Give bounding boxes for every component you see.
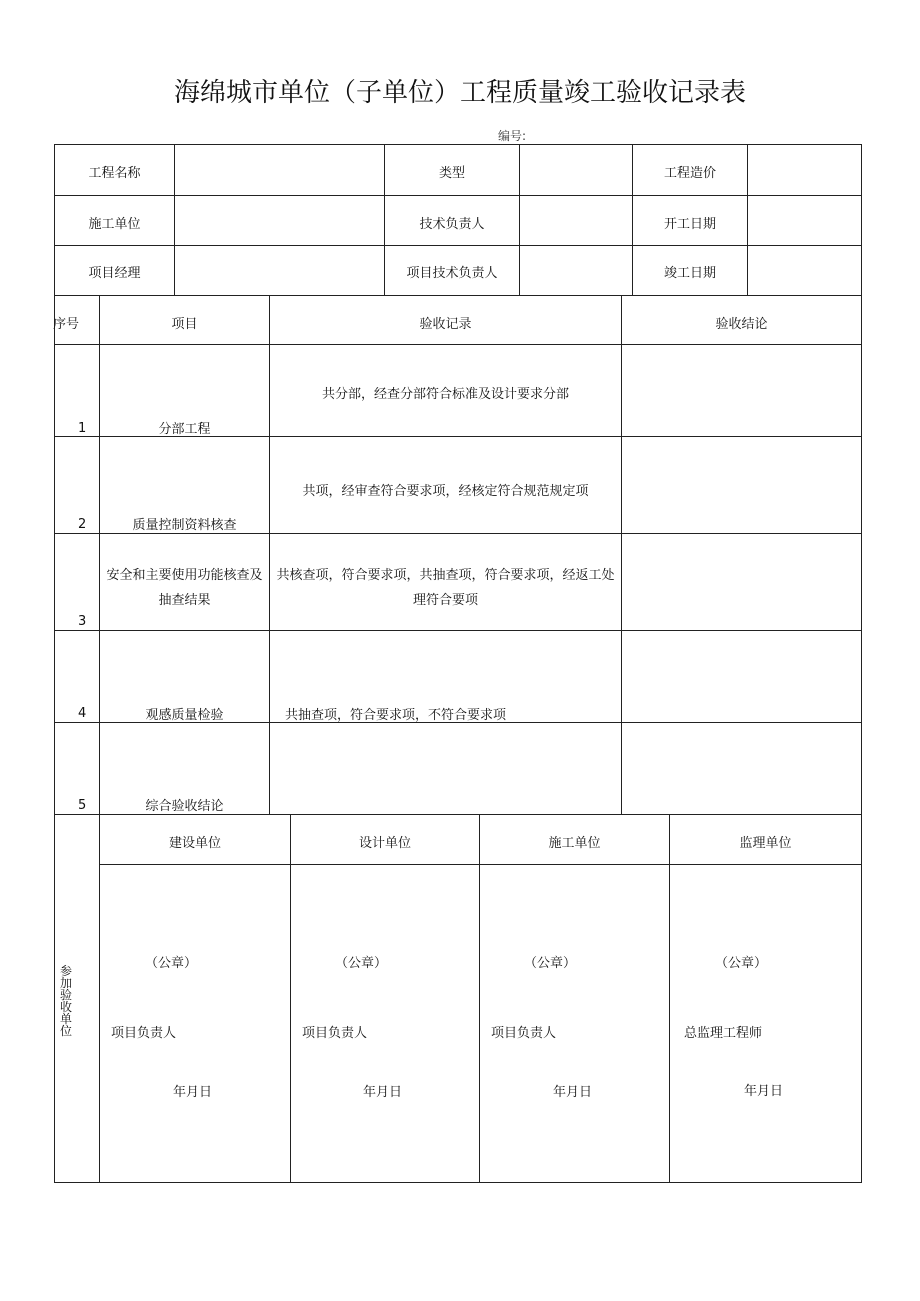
tech-lead-field[interactable] xyxy=(520,196,632,245)
row-3-record-line2: 理符合要项 xyxy=(412,593,478,608)
row-2-record: 共项，经审查符合要求项，经核定符合规范规定项 xyxy=(302,484,589,499)
end-date-field[interactable] xyxy=(748,246,861,295)
label-pm: 项目经理 xyxy=(88,266,141,281)
cost-field[interactable] xyxy=(748,145,861,195)
row-2-no: 2 xyxy=(78,517,87,532)
project-name-field[interactable] xyxy=(175,145,384,195)
page-title: 海绵城市单位（子单位）工程质量竣工验收记录表 xyxy=(173,78,746,108)
unit-2-date: 年月日 xyxy=(363,1085,403,1100)
label-cost: 工程造价 xyxy=(663,166,716,181)
unit-1-name: 建设单位 xyxy=(168,836,221,851)
side-label-char: 单 xyxy=(60,1012,73,1026)
row-1-item: 分部工程 xyxy=(158,422,211,437)
side-label-char: 收 xyxy=(60,1000,73,1014)
unit-4-date: 年月日 xyxy=(744,1084,784,1099)
row-5-no: 5 xyxy=(78,798,87,813)
side-label-char: 加 xyxy=(60,976,73,990)
unit-4-name: 监理单位 xyxy=(739,836,792,851)
column-header-conclusion: 验收结论 xyxy=(715,317,768,332)
project-tech-lead-field[interactable] xyxy=(520,246,632,295)
unit-3-date: 年月日 xyxy=(553,1085,593,1100)
label-project-name: 工程名称 xyxy=(88,166,141,181)
row-1-record: 共分部，经查分部符合标准及设计要求分部 xyxy=(321,387,569,402)
start-date-field[interactable] xyxy=(748,196,861,245)
unit-1-person: 项目负责人 xyxy=(111,1026,177,1041)
row-5-item: 综合验收结论 xyxy=(145,799,224,814)
pm-field[interactable] xyxy=(175,246,384,295)
unit-3-seal: （公章） xyxy=(524,956,577,971)
label-end-date: 竣工日期 xyxy=(663,266,716,281)
unit-3-name: 施工单位 xyxy=(548,836,601,851)
column-header-no: 序号 xyxy=(53,317,80,332)
label-start-date: 开工日期 xyxy=(663,217,716,232)
type-field[interactable] xyxy=(520,145,632,195)
side-label-char: 验 xyxy=(60,988,73,1002)
unit-3-person: 项目负责人 xyxy=(491,1026,557,1041)
row-2-conclusion-field[interactable] xyxy=(622,437,861,533)
label-constructor: 施工单位 xyxy=(88,217,141,232)
unit-2-person: 项目负责人 xyxy=(302,1026,368,1041)
row-3-item-line2: 抽查结果 xyxy=(158,593,211,608)
label-tech-lead: 技术负责人 xyxy=(419,217,485,232)
row-1-conclusion-field[interactable] xyxy=(622,345,861,436)
participants-side-label xyxy=(60,965,72,1037)
unit-2-seal: （公章） xyxy=(335,956,388,971)
column-header-record: 验收记录 xyxy=(419,317,472,332)
unit-1-date: 年月日 xyxy=(173,1085,213,1100)
row-4-no: 4 xyxy=(78,706,87,721)
row-4-record: 共抽查项，符合要求项，不符合要求项 xyxy=(285,708,507,723)
unit-1-seal: （公章） xyxy=(145,956,198,971)
row-3-record-line1: 共核查项，符合要求项，共抽查项，符合要求项，经返工处 xyxy=(276,568,615,583)
row-1-no: 1 xyxy=(78,421,87,436)
side-label-char: 位 xyxy=(60,1024,73,1038)
row-3-no: 3 xyxy=(78,614,87,629)
doc-number-label: 编号: xyxy=(498,129,527,143)
row-3-conclusion-field[interactable] xyxy=(622,534,861,630)
side-label-char: 参 xyxy=(60,964,73,978)
row-3-item-line1: 安全和主要使用功能核查及 xyxy=(106,568,263,583)
label-type: 类型 xyxy=(438,166,465,181)
label-project-tech-lead: 项目技术负责人 xyxy=(406,266,498,281)
row-4-item: 观感质量检验 xyxy=(145,708,224,723)
unit-4-person: 总监理工程师 xyxy=(684,1026,763,1041)
row-4-conclusion-field[interactable] xyxy=(622,631,861,722)
row-5-record-field[interactable] xyxy=(270,723,621,814)
column-header-item: 项目 xyxy=(171,317,198,332)
row-5-conclusion-field[interactable] xyxy=(622,723,861,814)
row-2-item: 质量控制资料核查 xyxy=(132,518,237,533)
unit-4-seal: （公章） xyxy=(715,956,768,971)
constructor-field[interactable] xyxy=(175,196,384,245)
unit-2-name: 设计单位 xyxy=(358,836,411,851)
